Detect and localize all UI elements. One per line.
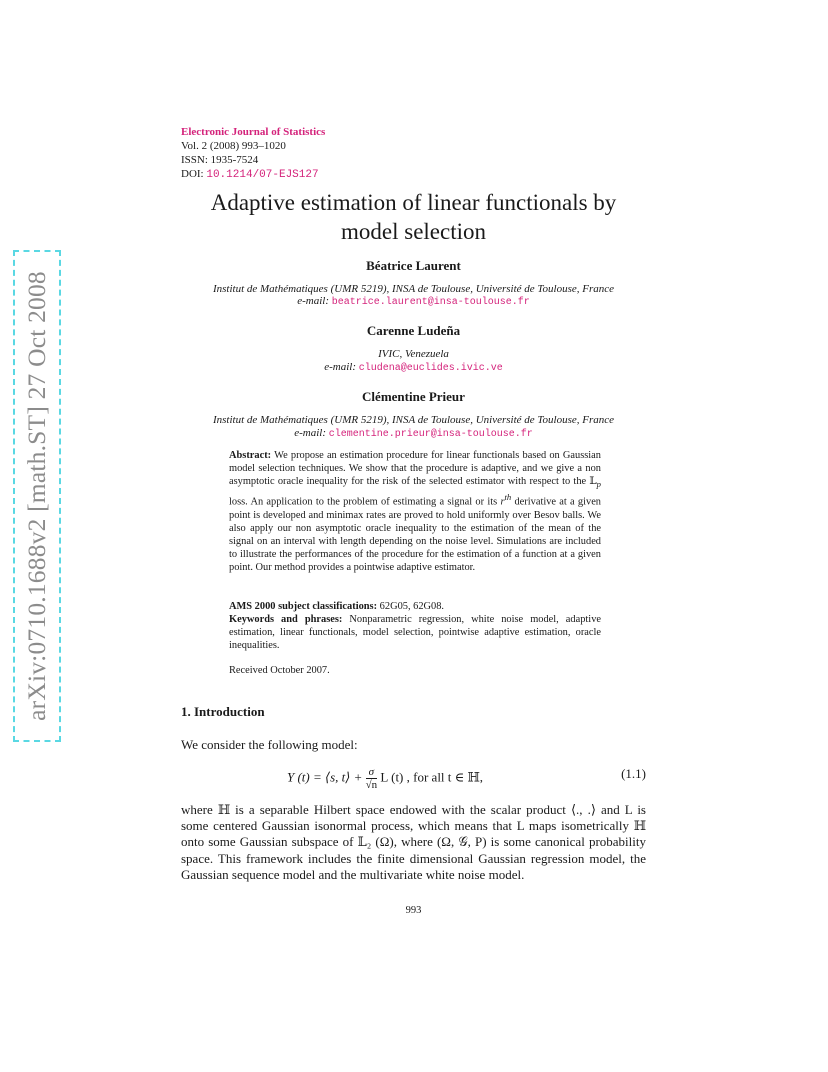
equation-number: (1.1) [621, 766, 646, 781]
keywords-value: Nonparametric regression, white noise model, adaptive estimation, linear functionals, model selection, pointwise adaptive estimation, oracle inequalities. [229, 614, 601, 651]
author-affiliation: Institut de Mathématiques (UMR 5219), INSA de Toulouse, Université de Toulouse, France [212, 414, 615, 426]
keywords [229, 613, 601, 652]
author-email-line [181, 294, 646, 310]
received-date: Received October 2007. [229, 665, 330, 676]
doi-label: DOI: [181, 168, 204, 180]
author-name: Béatrice Laurent [366, 258, 461, 273]
abstract-text-2: loss. An application to the problem of estimating a signal or its [229, 496, 501, 508]
equation-1-1 [181, 758, 646, 792]
author-affiliation: IVIC, Venezuela [378, 348, 449, 360]
author-name: Clémentine Prieur [362, 389, 465, 404]
abstract-label: Abstract: [229, 450, 272, 461]
author-email-link[interactable]: cludena@euclides.ivic.ve [358, 363, 503, 374]
author-affiliation: Institut de Mathématiques (UMR 5219), INSA de Toulouse, Université de Toulouse, France [212, 283, 615, 295]
loss-symbol: 𝕃 [589, 476, 597, 487]
author-email-line [181, 426, 646, 442]
journal-volume: Vol. 2 (2008) 993–1020 [181, 140, 286, 152]
page-number: 993 [405, 905, 422, 916]
author-email-link[interactable]: beatrice.laurent@insa-toulouse.fr [331, 297, 530, 308]
abstract-text-3: derivative at a given point is developed and minimax rates are proved to hold uniformly over Besov balls. We also apply our non asymptotic oracle inequality to the estimation of the mean of the signal on an interval with length depending on the noise level. Simulations are included to illustrate the performances of the procedure for the estimation of a function at a given point. Our method provides a pointwise adaptive estimator. [229, 496, 601, 573]
abstract [229, 449, 601, 574]
intro-sentence: We consider the following model: [181, 737, 358, 752]
email-label: e-mail: [297, 295, 329, 307]
paper-title: Adaptive estimation of linear functionals by model selection [210, 190, 617, 244]
email-label: e-mail: [294, 427, 326, 439]
arxiv-stamp [13, 250, 61, 742]
journal-doi-line [181, 167, 319, 182]
fraction-denominator: √n [365, 779, 378, 791]
keywords-label: Keywords and phrases: [229, 614, 343, 625]
author-email-link[interactable]: clementine.prieur@insa-toulouse.fr [328, 429, 533, 440]
th-superscript: th [504, 492, 512, 503]
author-name: Carenne Ludeña [366, 323, 461, 338]
abstract-text-1: We propose an estimation procedure for linear functionals based on Gaussian model selection techniques. We show that the procedure is adaptive, and we give a non asymptotic oracle inequality for the risk of the selected estimator with respect to the [229, 450, 601, 487]
ams-classification [229, 600, 601, 613]
equation-rhs: L (t) , for all t ∈ ℍ, [377, 769, 484, 785]
equation-fraction [366, 766, 378, 791]
body-paragraph: where ℍ is a separable Hilbert space endowed with the scalar product ⟨., .⟩ and L is some centered Gaussian isonormal process, which means that L maps isometrically ℍ onto some Gaussian subspace of 𝕃₂ (Ω), where (Ω, 𝒢, P) is some canonical probability space. This framework includes the finite dimensional Gaussian regression model, the Gaussian sequence model and the multivariate white noise model. [181, 802, 646, 882]
section-heading: 1. Introduction [181, 704, 265, 719]
r-symbol: r [500, 496, 505, 508]
loss-subscript: p [596, 479, 601, 490]
author-email-line [181, 360, 646, 376]
arxiv-stamp-text: arXiv:0710.1688v2 [math.ST] 27 Oct 2008 [22, 271, 51, 721]
ams-value: 62G05, 62G08. [379, 601, 445, 612]
equation-expression [287, 766, 483, 791]
fraction-numerator: σ [366, 766, 378, 779]
equation-lhs: Y (t) = ⟨s, t⟩ + [287, 769, 366, 785]
email-label: e-mail: [324, 361, 356, 373]
journal-issn: ISSN: 1935-7524 [181, 154, 259, 166]
journal-name[interactable]: Electronic Journal of Statistics [181, 126, 326, 138]
doi-link[interactable]: 10.1214/07-EJS127 [206, 169, 319, 181]
ams-label: AMS 2000 subject classifications: [229, 601, 378, 612]
